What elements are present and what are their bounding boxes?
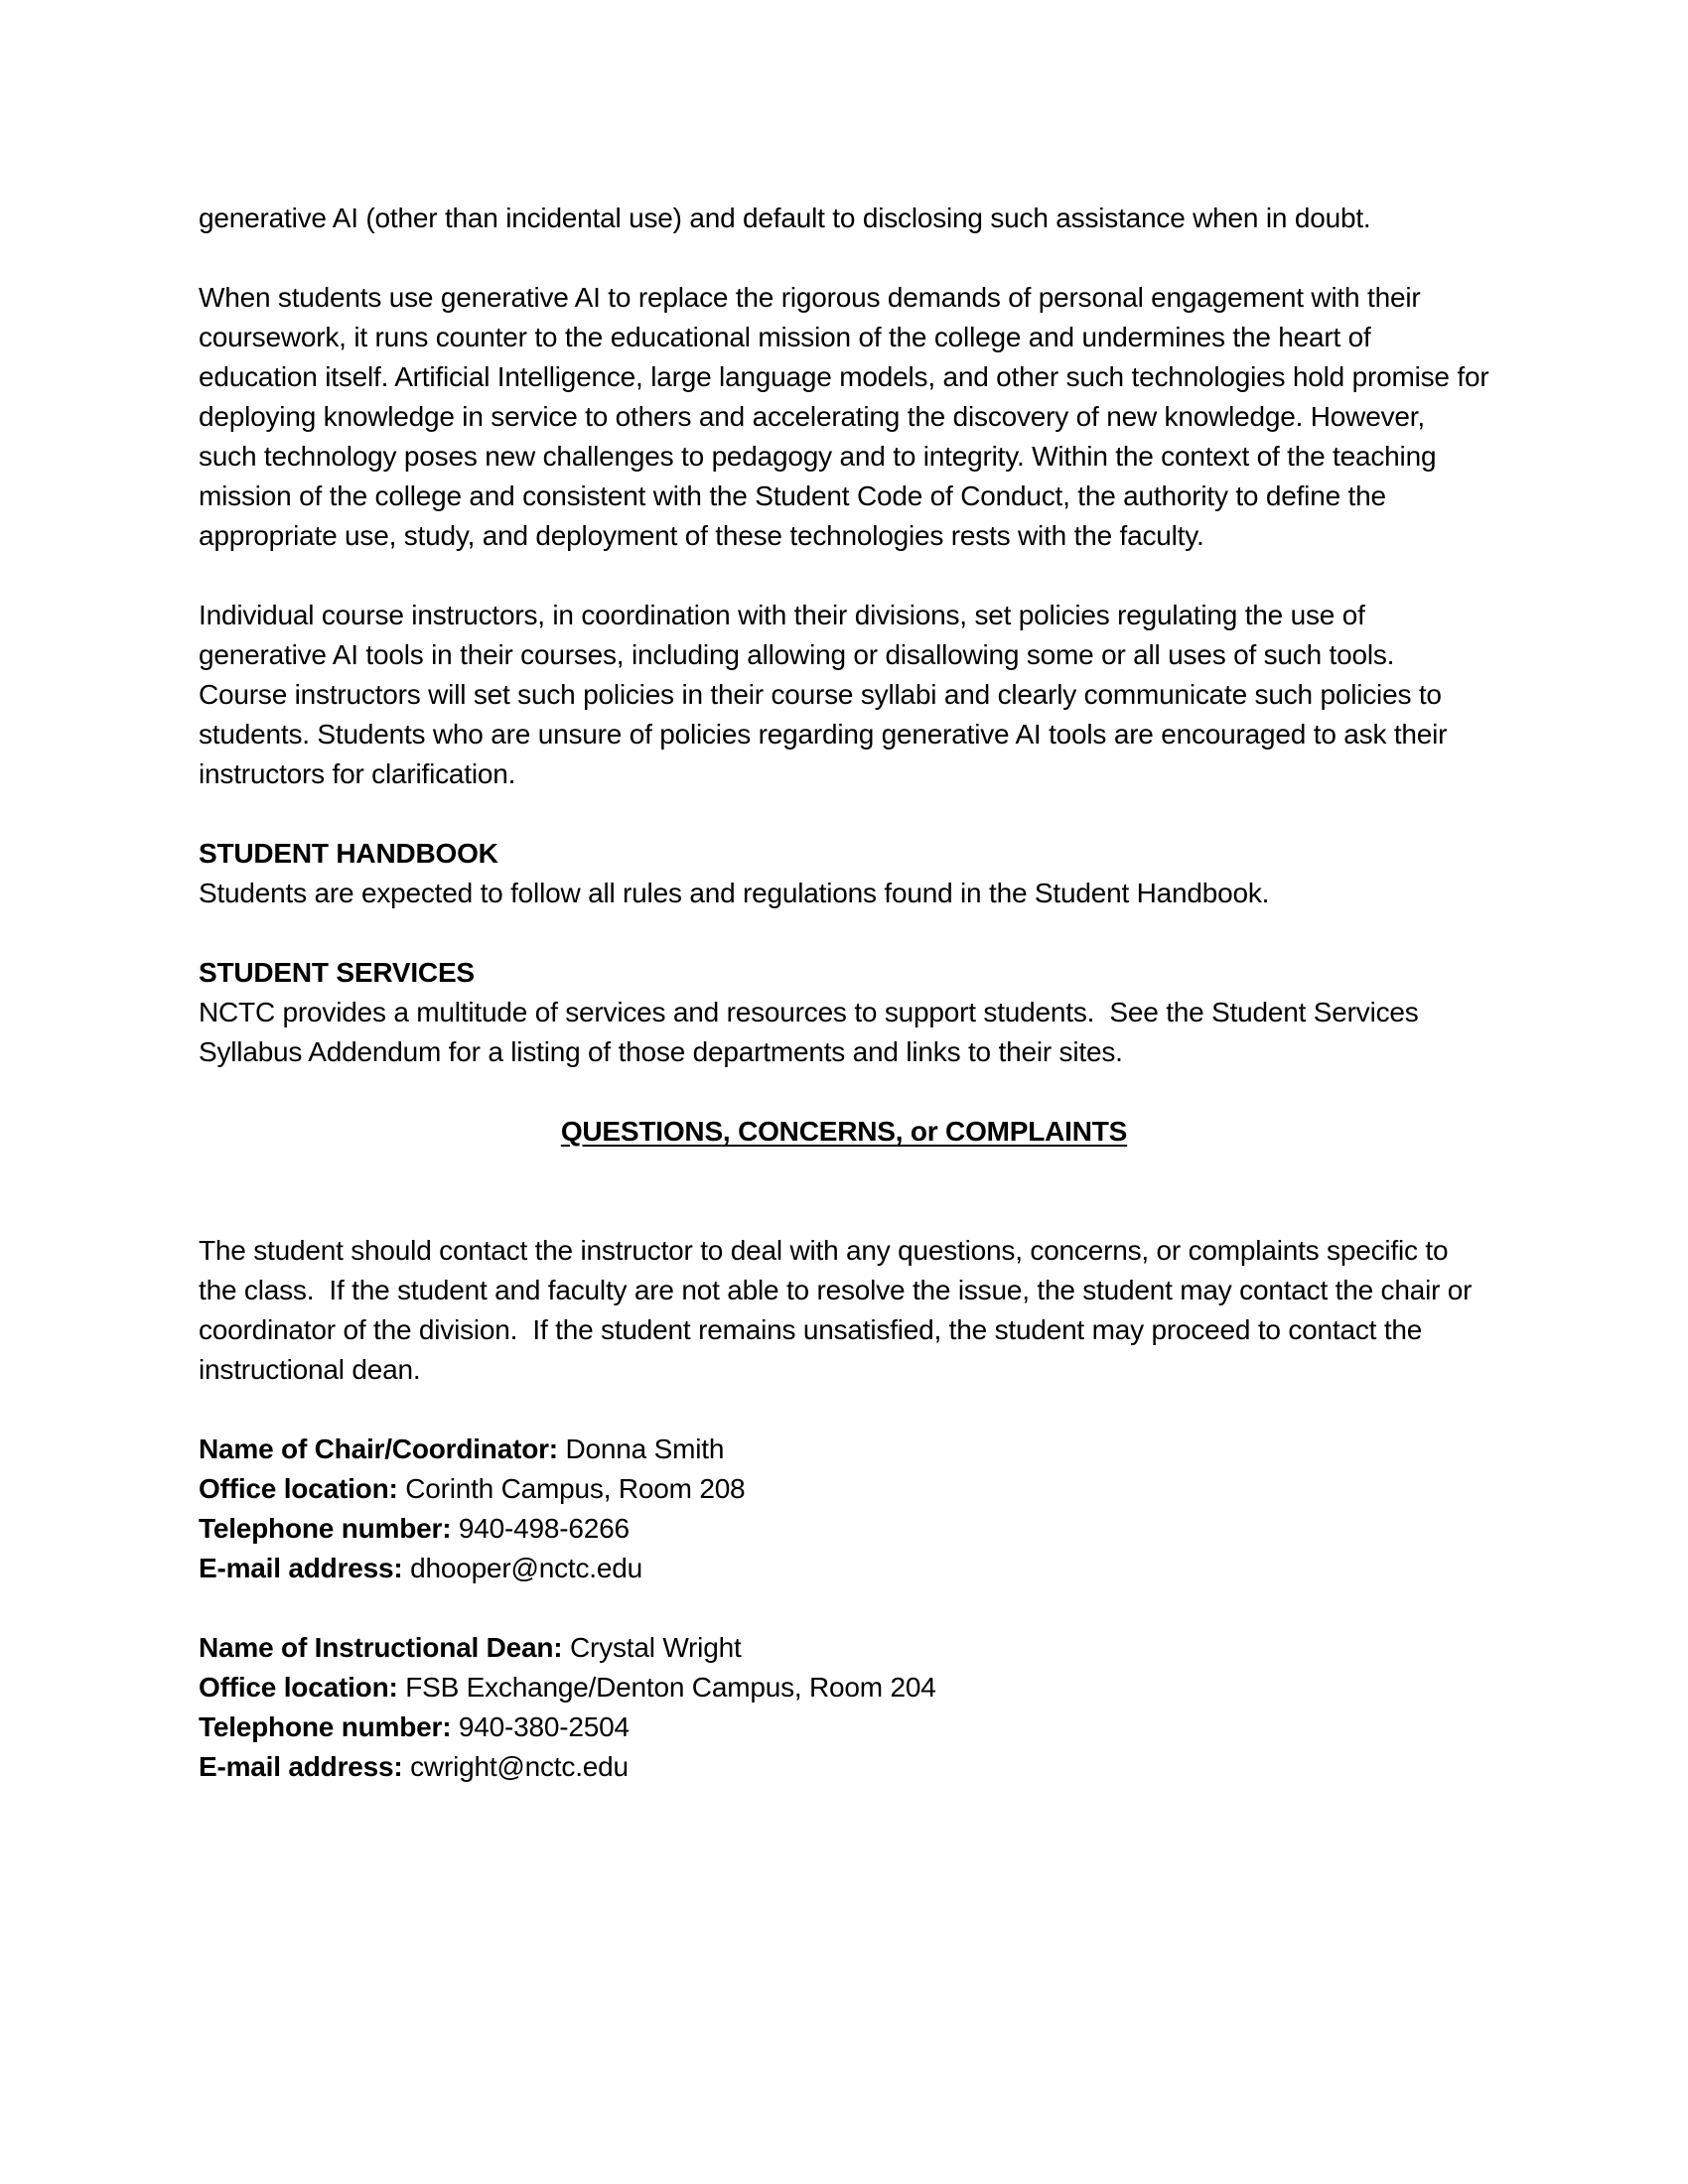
chair-office-label: Office location: <box>199 1473 398 1504</box>
section-student-services <box>199 953 1489 1072</box>
chair-name-label: Name of Chair/Coordinator: <box>199 1433 558 1464</box>
student-services-paragraph: NCTC provides a multitude of services and resources to support students. See the Student Services Syllabus Addendum for a listing of those departments and links to their sites. <box>199 997 1427 1067</box>
chair-email-value: dhooper@nctc.edu <box>410 1553 642 1583</box>
dean-office-line <box>199 1668 1489 1707</box>
chair-phone-value: 940-498-6266 <box>458 1513 630 1544</box>
questions-concerns-complaints-heading: QUESTIONS, CONCERNS, or COMPLAINTS <box>560 1116 1128 1147</box>
questions-concerns-complaints-paragraph: The student should contact the instructor to deal with any questions, concerns, or complaints specific to the class. If the student and faculty are not able to resolve the issue, the student may contact the chair or coordinator of the division. If the student remains unsatisfied, the student may proceed to contact the instructional dean. <box>199 1235 1479 1385</box>
dean-email-value: cwright@nctc.edu <box>410 1751 629 1782</box>
instructional-dean-contact-block <box>199 1628 1489 1787</box>
paragraph-generative-ai-disclosure: generative AI (other than incidental use) and default to disclosing such assistance when in doubt. <box>199 203 1371 233</box>
section-student-handbook <box>199 834 1489 913</box>
chair-email-label: E-mail address: <box>199 1553 403 1583</box>
dean-phone-line <box>199 1707 1489 1747</box>
chair-name-value: Donna Smith <box>565 1433 725 1464</box>
paragraph-ai-educational-mission: When students use generative AI to replace the rigorous demands of personal engagement with their coursework, it runs counter to the educational mission of the college and undermines the heart of education itself. Artificial Intelligence, large language models, and other such technologies hold promise for deploying knowledge in service to others and accelerating the discovery of new knowledge. However, such technology poses new challenges to pedagogy and to integrity. Within the context of the teaching mission of the college and consistent with the Student Code of Conduct, the authority to define the appropriate use, study, and deployment of these technologies rests with the faculty. <box>199 282 1497 551</box>
dean-email-line <box>199 1747 1489 1787</box>
chair-office-line <box>199 1469 1489 1509</box>
dean-phone-value: 940-380-2504 <box>458 1711 630 1742</box>
dean-name-label: Name of Instructional Dean: <box>199 1632 563 1663</box>
chair-phone-label: Telephone number: <box>199 1513 452 1544</box>
section-questions-concerns-complaints <box>199 1112 1489 1390</box>
student-handbook-paragraph: Students are expected to follow all rules and regulations found in the Student Handbook. <box>199 878 1270 908</box>
chair-office-value: Corinth Campus, Room 208 <box>405 1473 746 1504</box>
student-handbook-heading: STUDENT HANDBOOK <box>199 838 498 869</box>
dean-office-value: FSB Exchange/Denton Campus, Room 204 <box>405 1672 936 1703</box>
dean-office-label: Office location: <box>199 1672 398 1703</box>
chair-email-line <box>199 1549 1489 1588</box>
student-services-heading: STUDENT SERVICES <box>199 957 475 988</box>
dean-name-value: Crystal Wright <box>570 1632 742 1663</box>
paragraph-instructor-ai-policies: Individual course instructors, in coordination with their divisions, set policies regulating the use of generative AI tools in their courses, including allowing or disallowing some or all uses of such tools. Course instructors will set such policies in their course syllabi and clearly communicate such policies to students. Students who are unsure of policies regarding generative AI tools are encouraged to ask their instructors for clarification. <box>199 600 1455 789</box>
dean-phone-label: Telephone number: <box>199 1711 452 1742</box>
dean-email-label: E-mail address: <box>199 1751 403 1782</box>
chair-name-line <box>199 1430 1489 1469</box>
chair-phone-line <box>199 1509 1489 1549</box>
chair-coordinator-contact-block <box>199 1430 1489 1588</box>
dean-name-line <box>199 1628 1489 1668</box>
